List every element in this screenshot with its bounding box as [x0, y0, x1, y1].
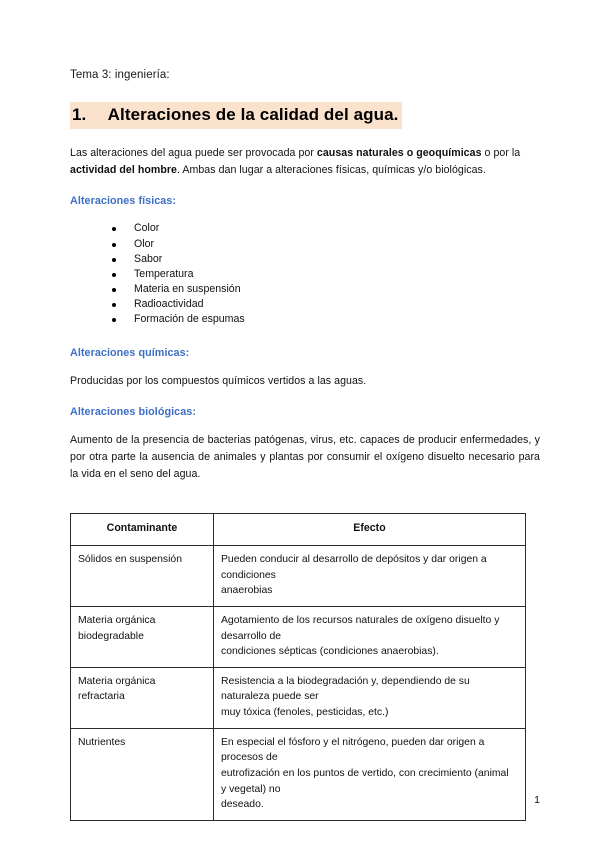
subheading-alteraciones-biologicas: Alteraciones biológicas: — [70, 405, 196, 418]
alteraciones-biologicas-body: Aumento de la presencia de bacterias patógenas, virus, etc. capaces de producir enfermedades, y por otra parte la ausencia de animales y plantas por consumir el oxígeno disuelto necesario para la vida en el seno del agua. — [70, 433, 540, 481]
table-cell-efecto — [214, 546, 526, 607]
cell-line: anaerobias — [221, 585, 273, 597]
table-cell-contaminante — [71, 728, 214, 820]
cell-line: En especial el fósforo y el nitrógeno, pueden dar origen a — [221, 736, 485, 748]
alteraciones-quimicas-body: Producidas por los compuestos químicos vertidos a las aguas. — [70, 374, 367, 387]
table-header-row — [71, 514, 526, 546]
intro-bold-actividad: actividad del hombre — [70, 164, 177, 177]
cell-line: biodegradable — [78, 630, 144, 642]
cell-line: Materia orgánica — [78, 615, 156, 627]
table-cell-efecto — [214, 667, 526, 728]
table-row — [71, 728, 526, 820]
list-item: Color — [112, 221, 540, 236]
cell-line: y vegetal) no — [221, 783, 281, 795]
section-heading-row — [70, 102, 540, 130]
cell-line: refractaria — [78, 691, 125, 703]
cell-line: Nutrientes — [78, 736, 126, 748]
document-header-line: Tema 3: ingeniería: — [70, 69, 170, 81]
cell-line: Materia orgánica — [78, 675, 156, 687]
cell-line: condiciones — [221, 569, 276, 581]
table-row — [71, 667, 526, 728]
cell-line: condiciones sépticas (condiciones anaerobias). — [221, 646, 439, 658]
table-cell-contaminante — [71, 667, 214, 728]
cell-line: Sólidos en suspensión — [78, 554, 182, 566]
table-row — [71, 607, 526, 668]
list-item: Temperatura — [112, 267, 540, 282]
alteraciones-fisicas-list — [70, 221, 540, 326]
cell-line: procesos de — [221, 752, 278, 764]
table-row — [71, 546, 526, 607]
cell-line: muy tóxica (fenoles, pesticidas, etc.) — [221, 707, 389, 719]
list-item: Radioactividad — [112, 297, 540, 312]
table-header-efecto: Efecto — [214, 514, 526, 546]
intro-paragraph — [70, 145, 540, 179]
table-head — [71, 514, 526, 546]
cell-line: deseado. — [221, 799, 264, 811]
cell-line: eutrofización en los puntos de vertido, con crecimiento (animal — [221, 767, 509, 779]
table-body — [71, 546, 526, 821]
section-heading: 1. Alteraciones de la calidad del agua. — [70, 102, 402, 130]
page-number: 1 — [534, 794, 540, 806]
table-cell-contaminante — [71, 546, 214, 607]
list-item: Formación de espumas — [112, 312, 540, 327]
list-item: Sabor — [112, 252, 540, 267]
intro-text-part1: Las alteraciones del agua puede ser provocada por — [70, 147, 317, 160]
cell-line: Resistencia a la biodegradación y, dependiendo de su — [221, 675, 470, 687]
intro-bold-causas: causas naturales o geoquímicas — [316, 147, 482, 160]
table-cell-efecto — [214, 607, 526, 668]
cell-line: desarrollo de — [221, 630, 282, 642]
intro-text-part3: . Ambas dan lugar a alteraciones físicas, químicas y/o biológicas. — [176, 164, 486, 177]
cell-line: Agotamiento de los recursos naturales de oxígeno disuelto y — [221, 615, 500, 627]
intro-text-part2: o por la — [481, 147, 521, 160]
contaminantes-table — [70, 513, 526, 820]
table-cell-efecto — [214, 728, 526, 820]
subheading-alteraciones-quimicas: Alteraciones químicas: — [70, 346, 190, 359]
table-header-contaminante: Contaminante — [71, 514, 214, 546]
list-item: Olor — [112, 237, 540, 252]
cell-line: naturaleza puede ser — [221, 691, 319, 703]
cell-line: Pueden conducir al desarrollo de depósitos y dar origen a — [221, 554, 487, 566]
list-item: Materia en suspensión — [112, 282, 540, 297]
table-cell-contaminante — [71, 607, 214, 668]
subheading-alteraciones-fisicas: Alteraciones físicas: — [70, 195, 177, 208]
